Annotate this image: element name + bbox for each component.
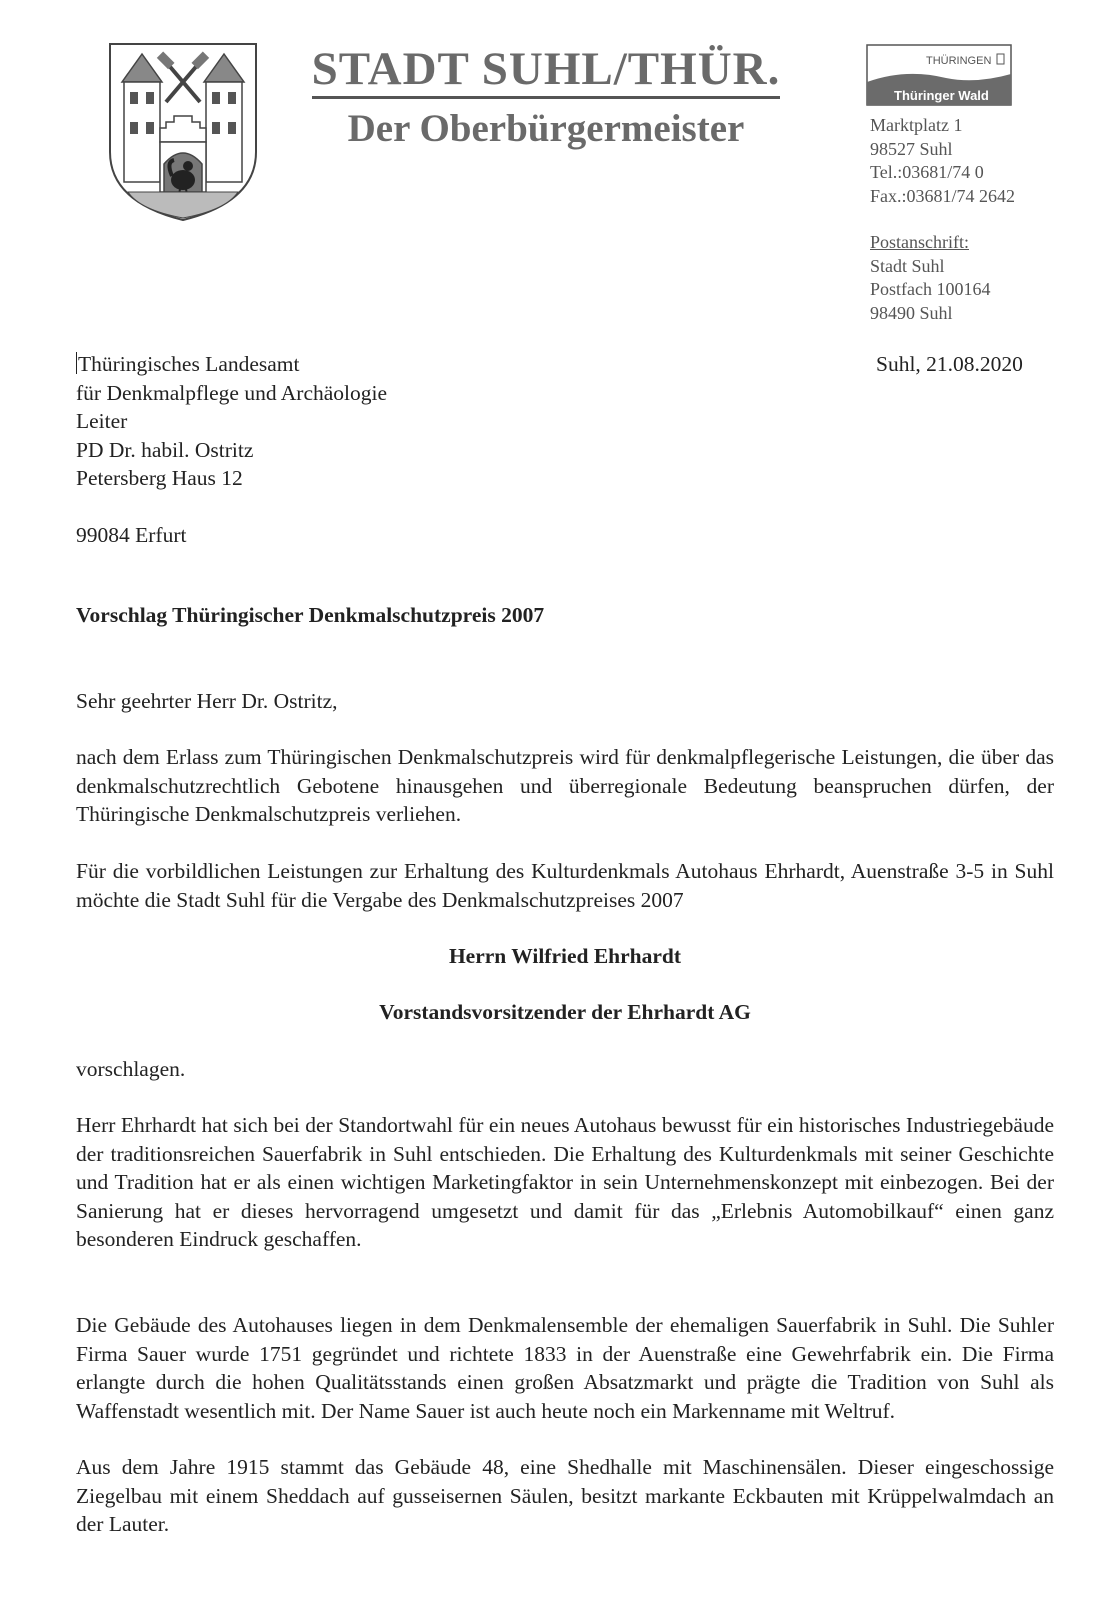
postal-name: Stadt Suhl xyxy=(870,255,945,276)
letterhead-title xyxy=(296,44,796,151)
sender-contact xyxy=(870,114,1015,325)
contact-zip-city: 98527 Suhl xyxy=(870,138,953,159)
postal-heading: Postanschrift: xyxy=(870,232,969,252)
logo-top-text: THÜRINGEN xyxy=(926,55,992,67)
paragraph-2: Für die vorbildlichen Leistungen zur Erhaltung des Kulturdenkmals Autohaus Ehrhardt, Auenstraße 3-5 in Suhl möchte die Stadt Suhl für die Vergabe des Denkmalschutzpreises 2007 xyxy=(76,859,1054,912)
contact-street: Marktplatz 1 xyxy=(870,115,963,135)
recipient-address xyxy=(76,350,387,549)
salutation: Sehr geehrter Herr Dr. Ostritz, xyxy=(76,689,338,713)
paragraph-5: Die Gebäude des Autohauses liegen in dem Denkmalensemble der ehemaligen Sauerfabrik in Suhl. Die Suhler Firma Sauer wurde 1751 gegründet und richtete 1833 in der Auenstraße eine Gewehrfabrik ein. Die Firma erlangte durch die hohen Qualitätsstands einen großen Absatzmarkt und prägte die Tradition von Suhl als Waffenstadt wesentlich mit. Der Name Sauer ist auch heute noch ein Markenname mit Weltruf. xyxy=(76,1313,1054,1423)
recipient-line-2: für Denkmalpflege und Archäologie xyxy=(76,380,388,405)
paragraph-4: Herr Ehrhardt hat sich bei der Standortwahl für ein neues Autohaus bewusst für ein historisches Industriegebäude der traditionsreichen Sauerfabrik in Suhl entschieden. Die Erhaltung des Kulturdenkmals mit seiner Geschichte und Tradition hat er als einen wichtigen Marketingfaktor in sein Unternehmenskonzept mit einbezogen. Bei der Sanierung hat er dieses hervorragend umgesetzt und damit für das „Erlebnis Automobilkauf“ einen ganz besonderen Eindruck geschaffen. xyxy=(76,1113,1054,1252)
recipient-line-4: PD Dr. habil. Ostritz xyxy=(76,437,254,462)
postal-box: Postfach 100164 xyxy=(870,279,991,299)
text-cursor xyxy=(76,352,77,374)
paragraph-6: Aus dem Jahre 1915 stammt das Gebäude 48, eine Shedhalle mit Maschinensälen. Dieser eingeschossige Ziegelbau mit einem Sheddach auf gusseisernen Säulen, besitzt markante Eckbauten mit Krüppelwalmdach an der Lauter. xyxy=(76,1455,1054,1537)
recipient-line-5: Petersberg Haus 12 xyxy=(76,466,243,490)
recipient-city: 99084 Erfurt xyxy=(76,522,187,547)
recipient-line-1: Thüringisches Landesamt xyxy=(78,352,300,376)
postal-zip-city: 98490 Suhl xyxy=(870,302,953,323)
thueringer-wald-logo xyxy=(866,44,1012,106)
paragraph-1: nach dem Erlass zum Thüringischen Denkmalschutzpreis wird für denkmalpflegerische Leistungen, die über das denkmalschutzrechtlich Gebotene hinausgehen und überregionale Bedeutung beanspruchen dürfen, der Thüringische Denkmalschutzpreis verliehen. xyxy=(76,745,1054,827)
city-title: STADT SUHL/THÜR. xyxy=(312,44,781,99)
nominee-name: Herrn Wilfried Ehrhardt xyxy=(448,944,682,968)
mayor-title: Der Oberbürgermeister xyxy=(347,107,745,150)
recipient-line-3: Leiter xyxy=(76,409,128,433)
letter-subject: Vorschlag Thüringischer Denkmalschutzpreis 2007 xyxy=(76,603,545,627)
logo-bottom-text: Thüringer Wald xyxy=(894,88,989,103)
paragraph-3: vorschlagen. xyxy=(76,1057,186,1081)
contact-phone: Tel.:03681/74 0 xyxy=(870,162,984,182)
contact-fax: Fax.:03681/74 2642 xyxy=(870,185,1016,206)
coat-of-arms-icon xyxy=(108,42,258,222)
letter-date: Suhl, 21.08.2020 xyxy=(876,352,1023,376)
nominee-role: Vorstandsvorsitzender der Ehrhardt AG xyxy=(379,1000,751,1024)
